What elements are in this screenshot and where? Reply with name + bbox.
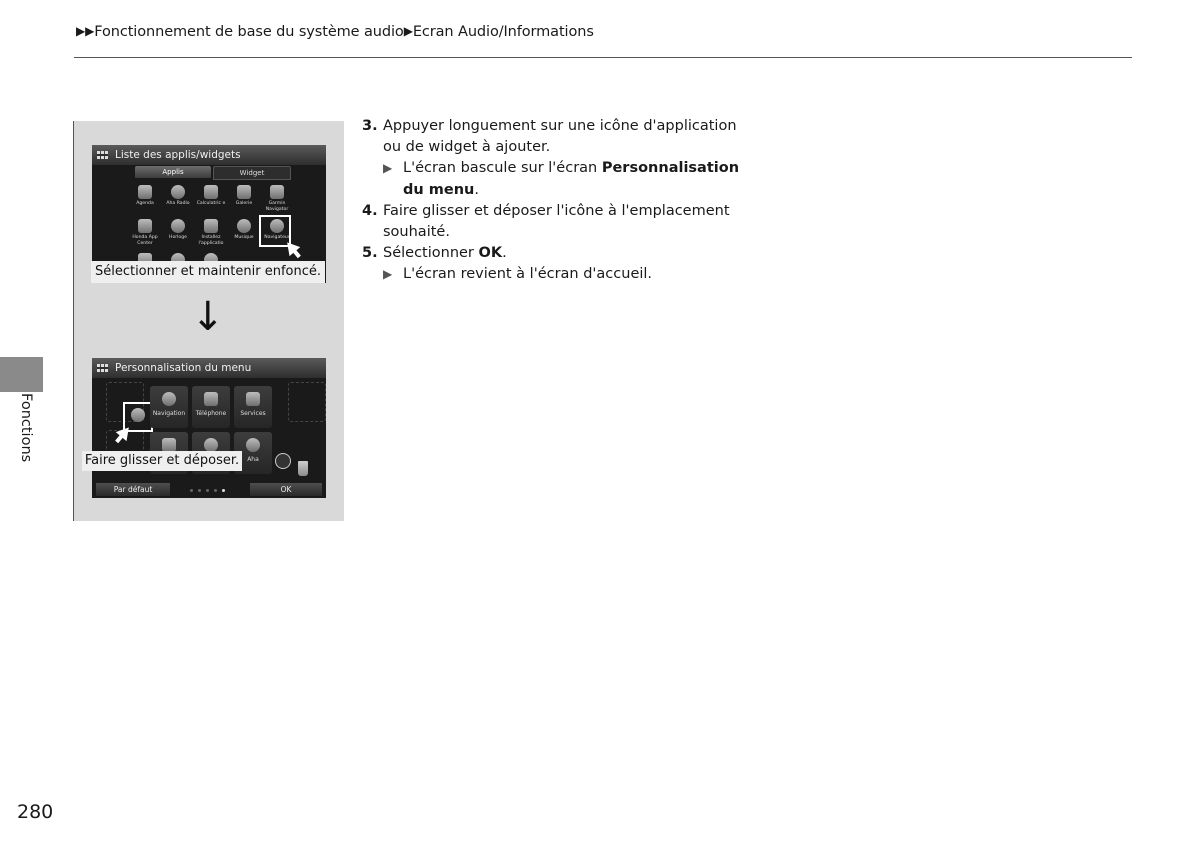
header-divider [74, 57, 1132, 58]
breadcrumb-subsection[interactable]: Ecran Audio/Informations [412, 24, 594, 40]
app-garmin[interactable]: Garmin Navigator [260, 185, 294, 212]
page-number: 280 [17, 801, 54, 823]
app-honda-center[interactable]: Honda App Center [128, 219, 162, 246]
apps-tabs [95, 166, 323, 180]
aha-icon [246, 438, 260, 452]
chapter-tab [0, 357, 43, 392]
aha-radio-icon [171, 185, 185, 199]
result-arrow-icon: ▶ [383, 161, 393, 176]
apps-screen-titlebar [92, 145, 326, 165]
step-5-result: ▶ L'écran revient à l'écran d'accueil. [383, 264, 742, 285]
agenda-icon [138, 185, 152, 199]
menu-item-aha[interactable]: Aha [234, 432, 272, 474]
step-3-text: Appuyer longuement sur une icône d'application ou de widget à ajouter. [383, 118, 737, 156]
step-4-text: Faire glisser et déposer l'icône à l'emplacement souhaité. [383, 202, 730, 241]
breadcrumb-section[interactable]: Fonctionnement de base du système audio [94, 24, 404, 40]
menu-customization-screen [92, 358, 326, 498]
navigation-icon [162, 392, 176, 406]
more-icon[interactable] [275, 453, 291, 469]
breadcrumb-separator-icon: ▶ [403, 24, 413, 38]
menu-screen-titlebar [92, 358, 326, 378]
music-note-icon [162, 438, 176, 452]
app-navigateur[interactable]: Navigateur [260, 219, 294, 241]
trash-icon[interactable] [298, 461, 308, 476]
gallery-icon [237, 185, 251, 199]
android-icon [204, 219, 218, 233]
tab-applis[interactable]: Applis [135, 166, 211, 178]
app-horloge[interactable]: Horloge [161, 219, 195, 241]
clock-icon [171, 219, 185, 233]
app-galerie[interactable]: Galerie [227, 185, 261, 207]
services-icon [246, 392, 260, 406]
illustration-panel [73, 121, 344, 521]
caption-hold: Sélectionner et maintenir enfoncé. [91, 261, 325, 283]
calculator-icon [204, 185, 218, 199]
menu-item-phone[interactable]: Téléphone [192, 386, 230, 428]
result-arrow-icon: ▶ [383, 267, 393, 282]
breadcrumb [76, 24, 594, 40]
app-installez[interactable]: Installez l'applicatio [194, 219, 228, 246]
app-agenda[interactable]: Agenda [128, 185, 162, 207]
instruction-steps [362, 116, 742, 286]
step-3: 3. Appuyer longuement sur une icône d'application ou de widget à ajouter. [362, 118, 737, 156]
browser-icon [131, 408, 145, 422]
app-musique[interactable]: Musique [227, 219, 261, 241]
ok-button[interactable]: OK [250, 483, 322, 496]
grid-icon [97, 151, 108, 159]
music-icon [237, 219, 251, 233]
garmin-icon [270, 185, 284, 199]
chapter-label: Fonctions [18, 393, 34, 463]
step-3-result: ▶ L'écran bascule sur l'écran Personnalisation du menu. [383, 160, 740, 198]
down-arrow-icon: ↓ [191, 294, 225, 340]
empty-slot[interactable] [288, 382, 326, 422]
tab-widget[interactable]: Widget [213, 166, 291, 180]
app-calculatrice[interactable]: Calculatric e [194, 185, 228, 207]
menu-item-services[interactable]: Services [234, 386, 272, 428]
breadcrumb-arrows-icon: ▶▶ [76, 24, 95, 38]
menu-item-navigation[interactable]: Navigation [150, 386, 188, 428]
apps-screen-title: Liste des applis/widgets [115, 149, 241, 161]
step-5: 5. Sélectionner OK. [362, 245, 507, 262]
grid-icon [97, 364, 108, 372]
honda-app-center-icon [138, 219, 152, 233]
app-aha-radio[interactable]: Aha Radio [161, 185, 195, 207]
caption-drag: Faire glisser et déposer. [82, 451, 242, 471]
menu-screen-title: Personnalisation du menu [115, 362, 252, 374]
page-indicator [190, 477, 230, 496]
default-button[interactable]: Par défaut [96, 483, 170, 496]
step-4: 4. Faire glisser et déposer l'icône à l'emplacement souhaité. [362, 202, 730, 241]
gear-icon [204, 438, 218, 452]
phone-icon [204, 392, 218, 406]
